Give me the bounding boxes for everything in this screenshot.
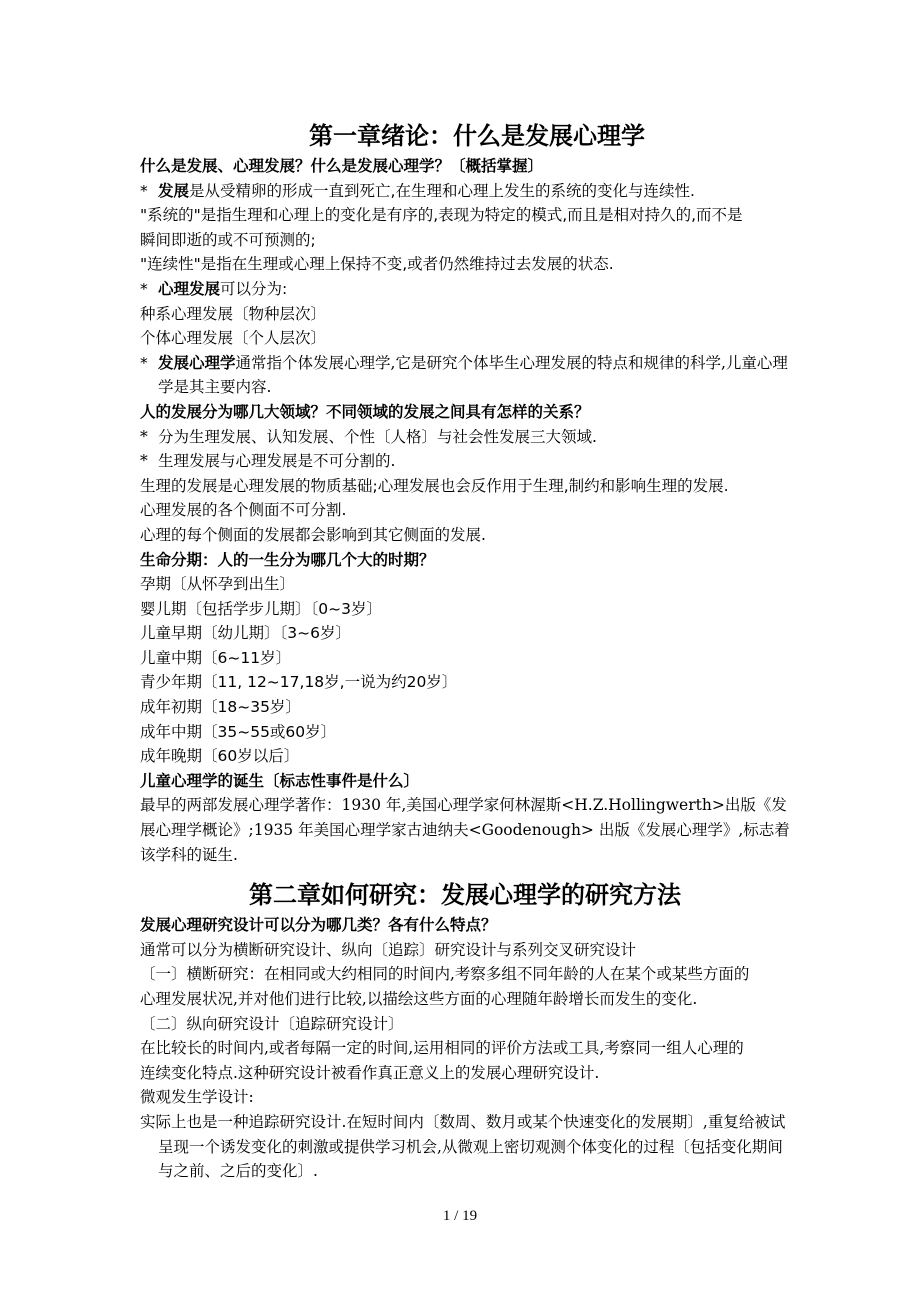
aspects-influence: 心理的每个侧面的发展都会影响到其它侧面的发展.	[140, 525, 486, 544]
inseparable-item	[140, 449, 790, 474]
period-prenatal: 孕期〔从怀孕到出生〕	[140, 575, 296, 594]
development-definition-text: 是从受精卵的形成一直到死亡,在生理和心理上发生的系统的变化与连续性.	[189, 181, 695, 200]
domains-text: 分为生理发展、认知发展、个性〔人格〕与社会性发展三大领域.	[158, 427, 597, 446]
systematic-line-1: "系统的"是指生理和心理上的变化是有序的,表现为特定的模式,而且是相对持久的,而不是	[140, 206, 743, 225]
domains-item	[140, 425, 790, 450]
bullet-star: *	[140, 452, 148, 471]
chapter-2-title: 第二章如何研究：发展心理学的研究方法	[249, 881, 681, 910]
physical-basis: 生理的发展是心理发展的物质基础;心理发展也会反作用于生理,制约和影响生理的发展.	[140, 476, 729, 495]
longitudinal-line-2: 连续变化特点.这种研究设计被看作真正意义上的发展心理研究设计.	[140, 1063, 600, 1082]
term-dev-psychology: 发展心理学	[158, 353, 236, 372]
systematic-line-2: 瞬间即逝的或不可预测的;	[140, 230, 316, 249]
designs-intro: 通常可以分为横断研究设计、纵向〔追踪〕研究设计与系列交叉研究设计	[140, 940, 637, 959]
chapter-1-title: 第一章绪论：什么是发展心理学	[309, 122, 645, 150]
psych-development-heading	[140, 277, 790, 302]
dev-psychology-definition	[140, 351, 790, 400]
period-middle-childhood: 儿童中期〔6~11岁〕	[140, 648, 292, 667]
question-research-designs: 发展心理研究设计可以分为哪几类？各有什么特点？	[140, 916, 497, 935]
bullet-star: *	[140, 427, 148, 446]
inseparable-text: 生理发展与心理发展是不可分割的.	[158, 452, 396, 471]
phylogenetic-development: 种系心理发展〔物种层次〕	[140, 304, 327, 323]
period-early-adulthood: 成年初期〔18~35岁〕	[140, 698, 301, 717]
question-what-is-development: 什么是发展、心理发展？什么是发展心理学？〔概括掌握〕	[140, 157, 544, 175]
question-birth-of-child-psychology: 儿童心理学的诞生〔标志性事件是什么〕	[140, 771, 420, 790]
cross-sectional-line-1: 〔一〕横断研究：在相同或大约相同的时间内,考察多组不同年龄的人在某个或某些方面的	[140, 965, 750, 984]
period-infancy: 婴儿期〔包括学步儿期〕〔0~3岁〕	[140, 599, 382, 618]
microgenetic-paragraph: 实际上也是一种追踪研究设计.在短时间内〔数周、数月或某个快速变化的发展期〕,重复给被试呈现一个诱发变化的刺激或提供学习机会,从微观上密切观测个体变化的过程〔包括变化期间与之前、之后的变化〕.	[140, 1112, 786, 1181]
bullet-star: *	[140, 279, 148, 298]
longitudinal-heading: 〔二〕纵向研究设计〔追踪研究设计〕	[140, 1014, 404, 1033]
longitudinal-line-1: 在比较长的时间内,或者每隔一定的时间,运用相同的评价方法或工具,考察同一组人心理的	[140, 1039, 744, 1058]
page-content	[140, 118, 790, 1184]
aspects-inseparable: 心理发展的各个侧面不可分割.	[140, 501, 347, 520]
period-middle-adulthood: 成年中期〔35~55或60岁〕	[140, 722, 337, 741]
period-late-adulthood: 成年晚期〔60岁以后〕	[140, 747, 300, 766]
bullet-star: *	[140, 181, 148, 200]
cross-sectional-line-2: 心理发展状况,并对他们进行比较,以描绘这些方面的心理随年龄增长而发生的变化.	[140, 990, 698, 1008]
term-psych-development: 心理发展	[158, 279, 221, 298]
bullet-star: *	[140, 353, 148, 372]
dev-psychology-definition-text: 通常指个体发展心理学,它是研究个体毕生心理发展的特点和规律的科学,儿童心理学是其主要内容.	[158, 353, 788, 397]
psych-development-rest: 可以分为:	[220, 279, 288, 298]
question-life-stages: 生命分期：人的一生分为哪几个大的时期？	[140, 550, 435, 569]
birth-paragraph: 最早的两部发展心理学著作：1930 年,美国心理学家何林渥斯<H.Z.Hollingwerth>出版《发展心理学概论》;1935 年美国心理学家古迪纳夫<Goodenough> 出版《发展心理学》,标志着该学科的诞生.	[140, 796, 790, 864]
period-adolescence: 青少年期〔11, 12~17,18岁,一说为约20岁〕	[140, 673, 458, 692]
term-development: 发展	[158, 181, 190, 200]
ontogenetic-development: 个体心理发展〔个人层次〕	[140, 329, 327, 348]
period-early-childhood: 儿童早期〔幼儿期〕〔3~6岁〕	[140, 624, 351, 643]
question-domains: 人的发展分为哪几大领域？不同领域的发展之间具有怎样的关系？	[140, 402, 590, 421]
page-number: 1 / 19	[442, 1208, 478, 1224]
microgenetic-heading: 微观发生学设计:	[140, 1088, 254, 1107]
continuity-definition: "连续性"是指在生理或心理上保持不变,或者仍然维持过去发展的状态.	[140, 255, 614, 274]
development-definition	[140, 179, 790, 204]
